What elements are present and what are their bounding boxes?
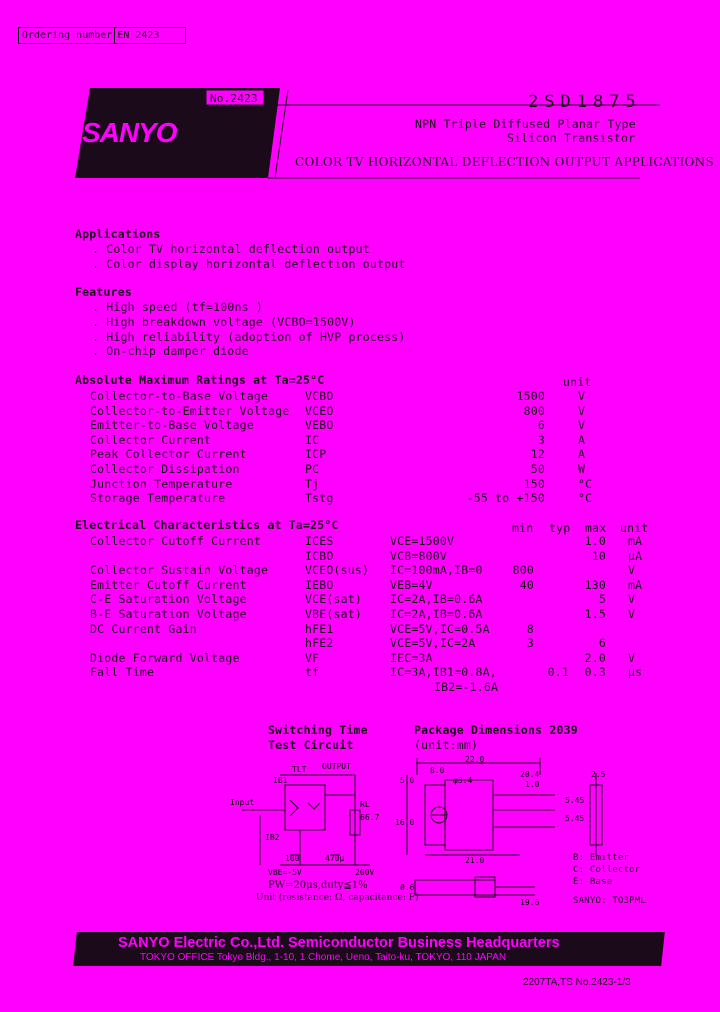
elec-row-condition: IC=2A,IB=0.6A <box>390 592 483 607</box>
abs-row-param: Emitter-to-Base Voltage <box>90 418 254 433</box>
dim-20-4: 20.4 <box>520 770 540 779</box>
abs-row-param: Storage Temperature <box>90 491 226 506</box>
r100-label: 100 <box>285 854 300 863</box>
elec-row-max: 10 <box>591 548 606 563</box>
rl-label: RL <box>360 800 370 809</box>
elec-row-unit: μA <box>628 548 643 563</box>
dim-0-6: 0.6 <box>400 883 415 892</box>
elec-row-min: 8 <box>526 621 534 636</box>
elec-row-symbol: hFE2 <box>305 636 334 651</box>
pin-legend-3: E: Base <box>573 877 613 887</box>
elec-row-typ: 0.1 <box>547 665 569 680</box>
vbe-label: VBE=-5V <box>268 868 302 877</box>
features-title: Features <box>75 285 132 299</box>
elec-row-param: C-E Saturation Voltage <box>90 592 247 607</box>
elec-row-param: Diode Forward Voltage <box>90 650 240 665</box>
abs-row-unit: A <box>578 447 586 462</box>
doc-number: No.2423 <box>210 92 258 105</box>
abs-row-value: 12 <box>530 447 545 462</box>
abs-row-unit: °C <box>578 476 593 491</box>
feature-item-1: . High speed (tf=100ns ) <box>92 300 263 314</box>
ib1-label: IB1 <box>273 776 288 785</box>
footer-address: TOKYO OFFICE Tokyo Bldg., 1-10, 1 Chome, Ueno, Taito-ku, TOKYO, 110 JAPAN <box>140 952 507 963</box>
package-title: Package Dimensions 2039 <box>414 723 578 737</box>
ib2-label: IB2 <box>265 833 280 842</box>
elec-header-max: max <box>585 521 607 535</box>
abs-row-symbol: VEBO <box>305 418 334 433</box>
elec-header-min: min <box>512 521 534 535</box>
abs-row-symbol: Tstg <box>305 491 334 506</box>
abs-row-symbol: IC <box>305 432 320 447</box>
abs-row-value: 1500 <box>516 389 545 403</box>
application-item-1: . Color TV horizontal deflection output <box>92 242 370 256</box>
elec-row-condition: IC=2A,IB=0.6A <box>390 607 483 621</box>
elec-row-unit: V <box>628 563 636 578</box>
dim-5-45-b: 5.45 <box>565 814 585 823</box>
dim-2-5: 2.5 <box>591 770 606 779</box>
package-unit: (unit:mm) <box>414 738 479 752</box>
elec-row-max: 6 <box>598 636 606 651</box>
rl-value: 66.7 <box>360 813 380 822</box>
feature-item-4: . On-chip damper diode <box>92 344 249 358</box>
abs-row-value: -55 to +150 <box>466 491 545 506</box>
elec-row-unit: mA <box>628 577 643 592</box>
elec-row-symbol: VF <box>305 650 320 665</box>
unit-note: Unit (resistance: Ω, capacitance: F) <box>256 893 419 903</box>
output-label: OUTPUT <box>322 762 351 771</box>
elec-row-condition: VCE=5V,IC=0.5A <box>390 621 490 636</box>
abs-row-unit: V <box>578 403 586 418</box>
elec-title: Electrical Characteristics at Ta=25°C <box>75 518 339 532</box>
elec-row-max: 130 <box>584 577 606 592</box>
abs-row-param: Junction Temperature <box>90 476 233 491</box>
package-outline-drawing <box>395 755 620 915</box>
applications-title: Applications <box>75 227 161 241</box>
description-line-2: Silicon Transistor <box>507 131 636 145</box>
dim-19-6: 19.6 <box>520 898 540 907</box>
dim-phi: φ3.4 <box>453 776 473 785</box>
elec-row-param: B-E Saturation Voltage <box>90 607 247 621</box>
elec-row-min: 800 <box>512 563 534 578</box>
abs-row-value: 800 <box>523 403 545 418</box>
elec-row-condition: IEC=3A <box>390 650 433 665</box>
dim-16: 16.0 <box>395 818 415 827</box>
elec-row-condition: VCE=5V,IC=2A <box>390 636 476 651</box>
abs-row-unit: W <box>578 462 586 476</box>
abs-row-param: Peak Collector Current <box>90 447 247 462</box>
abs-max-unit-header: unit <box>563 375 592 389</box>
elec-row-symbol: VCEO(sus) <box>305 563 370 578</box>
application-item-2: . Color display horizontal deflection output <box>92 257 406 271</box>
elec-row-param: Collector Sustain Voltage <box>90 563 269 578</box>
elec-header-typ: typ <box>549 521 571 535</box>
elec-row-max: 0.3 <box>584 665 606 680</box>
dim-8: 8.0 <box>430 766 445 775</box>
abs-row-symbol: PC <box>305 462 320 476</box>
abs-row-value: 6 <box>537 418 545 433</box>
elec-header-unit: unit <box>620 521 649 535</box>
elec-row-param: Emitter Cutoff Current <box>90 577 247 592</box>
abs-row-unit: °C <box>578 491 593 506</box>
input-label: Input <box>230 798 255 807</box>
abs-row-value: 3 <box>537 432 545 447</box>
elec-row-condition: VEB=4V <box>390 577 433 592</box>
pin-legend-2: C: Collector <box>573 865 641 875</box>
abs-row-symbol: Tj <box>305 476 320 491</box>
feature-item-2: . High breakdown voltage (VCBO=1500V) <box>92 315 356 329</box>
abs-row-unit: V <box>578 418 586 433</box>
ordering-value: EN 2423 <box>117 30 160 41</box>
abs-row-value: 50 <box>530 462 545 476</box>
abs-row-param: Collector Current <box>90 432 212 447</box>
elec-row-symbol: tf <box>305 665 320 680</box>
elec-row-symbol: hFE1 <box>305 621 334 636</box>
description-line-1: NPN Triple Diffused Planar Type <box>415 117 636 131</box>
switching-title-1: Switching Time <box>268 723 368 737</box>
elec-row-symbol: IEBO <box>305 577 334 592</box>
abs-row-symbol: VCEO <box>305 403 334 418</box>
feature-item-3: . High reliability (adoption of HVP process) <box>92 330 406 344</box>
capacitor-label: 470μ <box>325 854 345 863</box>
elec-row-symbol: ICBO <box>305 548 334 563</box>
abs-row-unit: V <box>578 389 586 403</box>
elec-row-symbol: VCE(sat) <box>305 592 362 607</box>
abs-row-param: Collector-to-Emitter Voltage <box>90 403 290 418</box>
abs-row-unit: A <box>578 432 586 447</box>
tlt-label: TLT <box>292 765 307 774</box>
elec-row-unit: μs <box>628 665 643 680</box>
part-number: 2SD1875 <box>528 92 642 112</box>
dim-22: 22.0 <box>465 755 485 764</box>
elec-row-max: 1.0 <box>584 534 606 548</box>
elec-row-symbol: ICES <box>305 534 334 548</box>
switching-title-2: Test Circuit <box>268 738 354 752</box>
elec-row-symbol: VBE(sat) <box>305 607 362 621</box>
abs-row-param: Collector-to-Base Voltage <box>90 389 269 403</box>
elec-row-max: 1.5 <box>584 607 606 621</box>
dim-1: 1.0 <box>525 780 540 789</box>
elec-row-unit: V <box>628 607 636 621</box>
elec-row-unit: V <box>628 592 636 607</box>
application-title: COLOR TV HORIZONTAL DEFLECTION OUTPUT APPLICATIONS <box>295 155 714 169</box>
pulse-width-note: PW=20μs,duty≦1% <box>268 880 368 891</box>
elec-row-param: Collector Cutoff Current <box>90 534 261 548</box>
elec-row-max: 2.0 <box>584 650 606 665</box>
abs-row-value: 150 <box>523 476 545 491</box>
footer-company: SANYO Electric Co.,Ltd. Semiconductor Business Headquarters <box>118 935 560 951</box>
ordering-label: Ordering number <box>22 30 113 41</box>
abs-row-symbol: VCBO <box>305 389 334 403</box>
abs-max-title: Absolute Maximum Ratings at Ta=25°C <box>75 373 325 387</box>
elec-row-condition: IB2=-1.6A <box>434 680 499 694</box>
elec-row-param: DC Current Gain <box>90 621 197 636</box>
abs-row-symbol: ICP <box>305 447 327 462</box>
footer-code: 2207TA,TS No.2423-1/3 <box>523 977 631 988</box>
elec-row-unit: V <box>628 650 636 665</box>
elec-row-condition: VCE=1500V <box>390 534 455 548</box>
pin-legend-1: B: Emitter <box>573 853 630 863</box>
elec-row-param: Fall Time <box>90 665 155 680</box>
sanyo-logo: SANYO <box>82 117 177 148</box>
abs-row-param: Collector Dissipation <box>90 462 240 476</box>
elec-row-min: 40 <box>519 577 534 592</box>
elec-row-condition: VCB=800V <box>390 548 447 563</box>
elec-row-condition: IC=100mA,IB=0 <box>390 563 483 578</box>
elec-row-condition: IC=3A,IB1=0.8A, <box>390 665 497 680</box>
dim-5: 5.0 <box>400 776 415 785</box>
package-code: SANYO: TO3PML <box>573 896 647 906</box>
elec-row-unit: mA <box>628 534 643 548</box>
dim-21: 21.0 <box>465 856 485 865</box>
elec-row-max: 5 <box>598 592 606 607</box>
elec-row-min: 3 <box>526 636 534 651</box>
vcc-label: 200V <box>355 868 375 877</box>
dim-5-45-a: 5.45 <box>565 796 585 805</box>
